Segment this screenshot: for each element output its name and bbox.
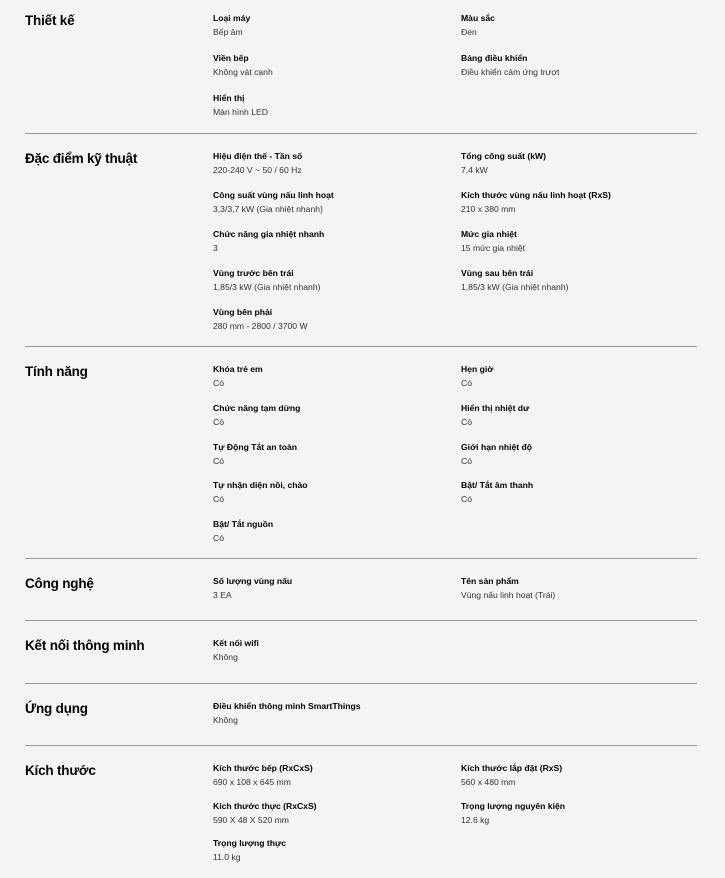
spec-label: Chức năng tạm dừng bbox=[213, 402, 301, 413]
spec-label: Trọng lượng thực bbox=[213, 838, 286, 849]
section-dimensions bbox=[25, 746, 697, 876]
section-title: Kết nối thông minh bbox=[25, 638, 145, 653]
spec-label: Loại máy bbox=[213, 13, 251, 23]
spec-label: Công suất vùng nấu linh hoạt bbox=[213, 190, 334, 200]
spec-value: Có bbox=[213, 416, 224, 427]
spec-value: Không bbox=[213, 652, 238, 662]
spec-item bbox=[461, 480, 697, 518]
spec-item bbox=[461, 403, 697, 441]
spec-value: Không bbox=[213, 715, 238, 725]
spec-item bbox=[461, 53, 697, 91]
spec-label: Kích thước lắp đặt (RxS) bbox=[461, 763, 563, 773]
section-application bbox=[25, 684, 697, 746]
spec-grid bbox=[213, 638, 697, 683]
section-technology bbox=[25, 559, 697, 621]
spec-grid bbox=[213, 364, 697, 558]
spec-value: Điều khiển cảm ứng trượt bbox=[461, 67, 560, 77]
spec-grid bbox=[213, 701, 697, 745]
section-features bbox=[25, 347, 697, 559]
spec-value: 280 mm - 2800 / 3700 W bbox=[213, 321, 308, 331]
spec-label: Vùng sau bên trái bbox=[461, 268, 534, 278]
spec-item bbox=[213, 801, 461, 839]
spec-value: 690 x 108 x 645 mm bbox=[213, 777, 291, 787]
spec-label: Vùng trước bên trái bbox=[213, 268, 294, 278]
spec-label: Mức gia nhiệt bbox=[461, 229, 517, 239]
spec-label: Tên sản phẩm bbox=[461, 576, 519, 586]
spec-item bbox=[461, 763, 697, 801]
spec-item bbox=[213, 268, 461, 306]
spec-item bbox=[461, 268, 697, 306]
spec-item bbox=[213, 763, 461, 801]
spec-item bbox=[213, 13, 461, 51]
spec-item bbox=[213, 480, 461, 518]
spec-item bbox=[213, 190, 461, 228]
spec-item bbox=[213, 519, 461, 557]
section-design bbox=[25, 0, 697, 134]
spec-item bbox=[461, 364, 697, 402]
spec-label: Giới hạn nhiệt độ bbox=[461, 441, 533, 452]
section-title: Thiết kế bbox=[25, 13, 75, 28]
spec-item bbox=[461, 801, 697, 839]
section-smart-connect bbox=[25, 621, 697, 684]
spec-label: Hiển thị bbox=[213, 93, 245, 103]
spec-item bbox=[213, 364, 461, 402]
spec-label: Kết nối wifi bbox=[213, 638, 259, 648]
spec-value: 15 mức gia nhiệt bbox=[461, 243, 526, 253]
spec-value: Đen bbox=[461, 27, 477, 37]
spec-value: 560 x 480 mm bbox=[461, 777, 516, 787]
spec-item bbox=[213, 307, 461, 345]
spec-item bbox=[213, 53, 461, 91]
spec-item bbox=[461, 190, 697, 228]
spec-label: Điều khiển thông minh SmartThings bbox=[213, 701, 361, 711]
spec-label: Tổng công suất (kW) bbox=[461, 151, 546, 161]
spec-value: Bếp âm bbox=[213, 27, 243, 37]
spec-value: 3 EA bbox=[213, 590, 232, 600]
spec-label: Màu sắc bbox=[461, 13, 495, 23]
section-specifications bbox=[25, 134, 697, 347]
spec-label: Tự nhận diện nồi, chảo bbox=[213, 480, 308, 491]
spec-value: Có bbox=[213, 533, 224, 544]
spec-item bbox=[213, 576, 461, 614]
spec-label: Vùng bên phải bbox=[213, 307, 273, 317]
spec-label: Bật/ Tắt nguồn bbox=[213, 519, 274, 530]
spec-label: Hiển thị nhiệt dư bbox=[461, 402, 530, 413]
spec-label: Số lượng vùng nấu bbox=[213, 576, 293, 586]
spec-grid bbox=[213, 13, 697, 133]
spec-value: 11.0 kg bbox=[213, 852, 241, 863]
spec-value: Có bbox=[461, 416, 472, 427]
spec-value: Màn hình LED bbox=[213, 107, 268, 117]
spec-value: 1,85/3 kW (Gia nhiệt nhanh) bbox=[213, 282, 321, 292]
spec-item bbox=[461, 576, 697, 614]
spec-label: Trọng lượng nguyên kiện bbox=[461, 800, 566, 811]
spec-item bbox=[213, 638, 461, 676]
spec-grid bbox=[213, 576, 697, 620]
spec-label: Viền bếp bbox=[213, 53, 249, 63]
spec-label: Kích thước bếp (RxCxS) bbox=[213, 763, 313, 773]
spec-value: 1,85/3 kW (Gia nhiệt nhanh) bbox=[461, 282, 569, 292]
section-title: Đặc điểm kỹ thuật bbox=[25, 151, 138, 166]
spec-label: Kích thước thực (RxCxS) bbox=[213, 800, 317, 811]
spec-item bbox=[213, 93, 461, 131]
section-title: Công nghệ bbox=[25, 576, 94, 591]
spec-item bbox=[461, 13, 697, 51]
spec-item bbox=[213, 701, 461, 739]
spec-item bbox=[213, 403, 461, 441]
spec-item bbox=[461, 229, 697, 267]
spec-value: 7.4 kW bbox=[461, 165, 488, 175]
spec-grid bbox=[213, 151, 697, 346]
spec-value: Có bbox=[461, 455, 472, 466]
spec-value: Có bbox=[213, 455, 224, 466]
spec-item bbox=[461, 442, 697, 480]
spec-value: Có bbox=[461, 494, 472, 505]
section-title: Ứng dụng bbox=[25, 701, 88, 716]
spec-value: Không vát cạnh bbox=[213, 67, 273, 77]
spec-value: Có bbox=[213, 378, 224, 388]
spec-value: 3 bbox=[213, 243, 218, 253]
spec-value: Có bbox=[461, 378, 472, 388]
spec-value: Có bbox=[213, 494, 224, 505]
spec-item bbox=[461, 151, 697, 189]
spec-value: 590 X 48 X 520 mm bbox=[213, 814, 289, 825]
spec-value: 12.6 kg bbox=[461, 814, 490, 825]
spec-label: Khóa trẻ em bbox=[213, 364, 263, 374]
spec-item bbox=[213, 151, 461, 189]
spec-value: 210 x 380 mm bbox=[461, 204, 516, 214]
spec-value: Vùng nấu linh hoạt (Trái) bbox=[461, 590, 556, 600]
spec-value: 220-240 V ~ 50 / 60 Hz bbox=[213, 165, 302, 175]
spec-item bbox=[213, 442, 461, 480]
spec-item bbox=[213, 838, 461, 876]
spec-label: Hiệu điện thế - Tần số bbox=[213, 151, 303, 161]
spec-label: Bảng điều khiển bbox=[461, 53, 528, 63]
section-title: Kích thước bbox=[25, 763, 96, 778]
spec-item bbox=[213, 229, 461, 267]
section-title: Tính năng bbox=[25, 364, 88, 379]
spec-label: Tự Động Tắt an toàn bbox=[213, 441, 298, 452]
spec-label: Hẹn giờ bbox=[461, 364, 494, 374]
spec-label: Chức năng gia nhiệt nhanh bbox=[213, 229, 325, 239]
spec-label: Kích thước vùng nấu linh hoạt (RxS) bbox=[461, 190, 611, 200]
spec-label: Bật/ Tắt âm thanh bbox=[461, 480, 534, 491]
spec-grid bbox=[213, 763, 697, 876]
spec-value: 3,3/3,7 kW (Gia nhiệt nhanh) bbox=[213, 204, 323, 214]
